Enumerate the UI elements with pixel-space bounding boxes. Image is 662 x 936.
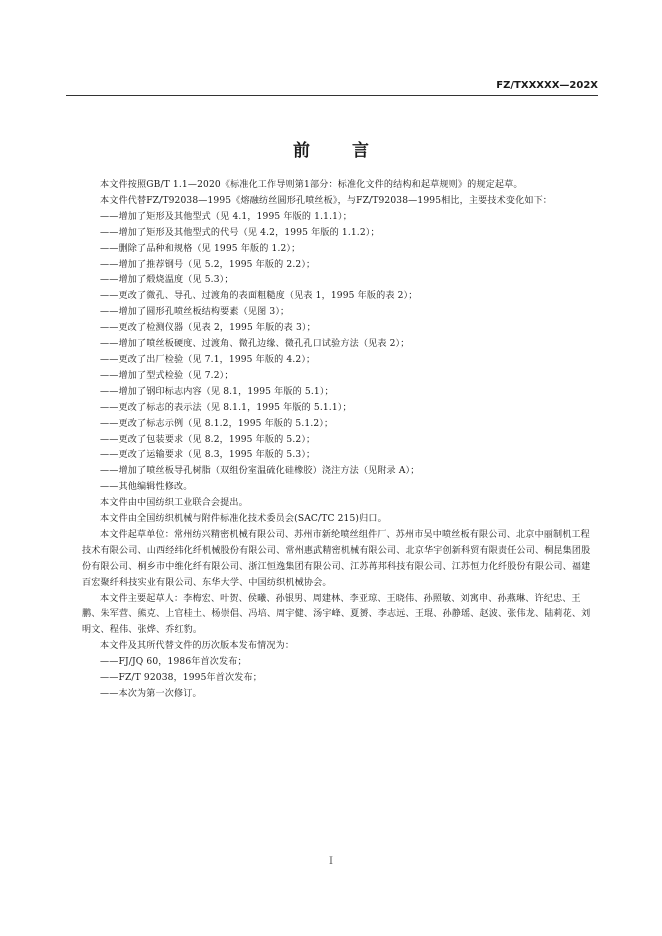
list-item: ——增加了煅烧温度（见 5.3）； <box>100 275 234 286</box>
list-item: ——增加了钢印标志内容（见 8.1，1995 年版的 5.1）； <box>100 386 334 397</box>
list-item: ——更改了运输要求（见 8.3，1995 年版的 5.3）； <box>100 450 316 461</box>
list-item: ——增加了喷丝板硬度、过渡角、微孔边缘、微孔孔口试验方法（见表 2）； <box>100 339 410 350</box>
list-item: ——增加了型式检验（见 7.2）； <box>100 370 234 381</box>
paragraph-history-intro: 本文件及其所代替文件的历次版本发布情况为： <box>100 641 295 652</box>
list-item: ——增加了喷丝板导孔树脂（双组份室温硫化硅橡胶）浇注方法（见附录 A）； <box>100 466 420 477</box>
paragraph-drafting-units: 本文件起草单位：常州纺兴精密机械有限公司、苏州市新纶喷丝组件厂、苏州市吴中喷丝板有限公司、北京中丽制机工程技术有限公司、山西经纬化纤机械股份有限公司、常州惠武精密机械有限公司、北京华宇创新科贸有限责任公司、桐昆集团股份有限公司、桐乡市中维化纤有限公司、浙江恒逸集团有限公司、江苏苒邦科技有限公司、江苏恒力化纤股份有限公司、福建百宏聚纤科技实业有限公司、东华大学、中国纺织机械协会。 <box>82 529 591 588</box>
changes-list <box>82 210 598 496</box>
foreword-body <box>82 178 598 703</box>
list-item: ——FZ/T 92038，1995年首次发布； <box>100 673 263 684</box>
header-rule <box>66 95 598 96</box>
page-title: 前 言 <box>293 141 387 161</box>
list-item: ——其他编辑性修改。 <box>100 482 193 493</box>
list-item: ——更改了出厂检验（见 7.1，1995 年版的 4.2）； <box>100 354 316 365</box>
list-item: ——更改了标志的表示法（见 8.1.1，1995 年版的 5.1.1）； <box>100 402 352 413</box>
list-item: ——更改了检测仪器（见表 2，1995 年版的表 3）； <box>100 323 316 334</box>
list-item: ——FJ/JQ 60，1986年首次发布； <box>100 657 247 668</box>
list-item: ——更改了包装要求（见 8.2，1995 年版的 5.2）； <box>100 434 316 445</box>
list-item: ——增加了推荐钢号（见 5.2，1995 年版的 2.2）； <box>100 259 316 270</box>
list-item: ——本次为第一次修订。 <box>100 689 202 699</box>
paragraph-drafters: 本文件主要起草人：李梅宏、叶贺、侯曦、孙银男、周建林、李亚琼、王晓伟、孙照敏、刘寓申、孙燕琳、许纪忠、王鹏、朱军营、熊克、上官桂土、杨崇倡、冯培、周宇健、汤宇峰、夏赟、李志远、王琨、孙静瑶、赵波、张伟龙、陆莉花、刘明文、程伟、张烨、乔红豹。 <box>82 593 591 636</box>
paragraph-proposed-by: 本文件由中国纺织工业联合会提出。 <box>100 498 248 509</box>
paragraph-replacement: 本文件代替FZ/T92038—1995《熔融纺丝圆形孔喷丝板》，与FZ/T92038—1995相比，主要技术变化如下： <box>100 195 553 206</box>
list-item: ——更改了微孔、导孔、过渡角的表面粗糙度（见表 1，1995 年版的表 2）； <box>100 291 418 302</box>
paragraph-managed-by: 本文件由全国纺织机械与附件标准化技术委员会(SAC/TC 215)归口。 <box>100 514 387 525</box>
list-item: ——删除了品种和规格（见 1995 年版的 1.2）； <box>100 243 301 254</box>
document-code: FZ/TXXXXX—202X <box>496 80 598 91</box>
list-item: ——更改了标志示例（见 8.1.2，1995 年版的 5.1.2）； <box>100 418 334 429</box>
list-item: ——增加了矩形及其他型式（见 4.1，1995 年版的 1.1.1）； <box>100 211 352 222</box>
list-item: ——增加了圆形孔喷丝板结构要素（见图 3）； <box>100 307 290 318</box>
paragraph-standard-basis: 本文件按照GB/T 1.1—2020《标准化工作导则第1部分：标准化文件的结构和起草规则》的规定起草。 <box>100 180 523 190</box>
history-list <box>82 655 598 703</box>
list-item: ——增加了矩形及其他型式的代号（见 4.2，1995 年版的 1.1.2）； <box>100 227 380 238</box>
page-number: I <box>329 856 333 867</box>
